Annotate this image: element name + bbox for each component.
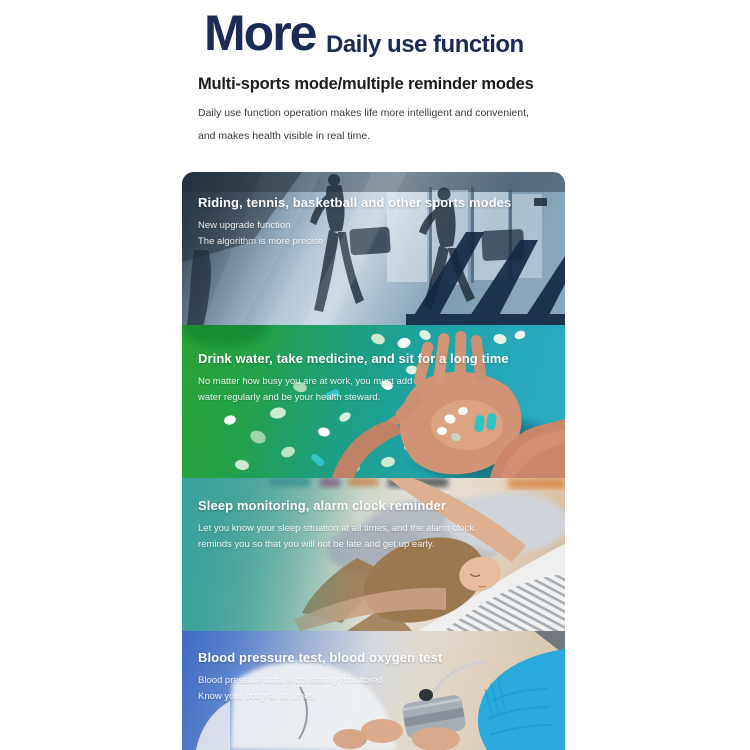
panel-sleep-monitoring xyxy=(182,478,565,631)
panel-reminders-line-2: water regularly and be your health steward. xyxy=(198,391,381,403)
panel-sleep-title: Sleep monitoring, alarm clock reminder xyxy=(198,498,446,513)
section-subtitle: Multi-sports mode/multiple reminder modes xyxy=(198,75,534,93)
section-description xyxy=(198,102,529,148)
panel-health-tests xyxy=(182,631,565,750)
panel-sleep-line-2: reminds you so that you will not be late and get up early. xyxy=(198,538,435,550)
panel-sports-text xyxy=(198,195,553,249)
feature-panel-stack xyxy=(182,172,565,750)
description-line-1: Daily use function operation makes life more intelligent and convenient, xyxy=(198,107,529,119)
panel-health-line-2: Know your body at all times. xyxy=(198,690,317,702)
panel-sleep-subtext xyxy=(198,521,553,552)
description-line-2: and makes health visible in real time. xyxy=(198,130,371,142)
panel-sports-subtext xyxy=(198,218,553,249)
panel-sports-line-2: The algorithm is more precise xyxy=(198,235,324,247)
panel-sports-title: Riding, tennis, basketball and other sports modes xyxy=(198,195,512,210)
panel-sleep-text xyxy=(198,498,553,552)
panel-health-text xyxy=(198,650,553,704)
page-title-daily-use: Daily use function xyxy=(326,31,524,58)
panel-health-line-1: Blood pressure data is constantly monitored xyxy=(198,675,383,686)
panel-sports-line-1: New upgrade function xyxy=(198,220,291,231)
panel-reminders-subtext xyxy=(198,374,553,405)
panel-sports-modes xyxy=(182,172,565,325)
panel-sleep-line-1: Let you know your sleep situation at all times, and the alarm clock xyxy=(198,523,475,534)
panel-health-title: Blood pressure test, blood oxygen test xyxy=(198,650,443,665)
panel-reminders-title: Drink water, take medicine, and sit for a long time xyxy=(198,351,509,366)
panel-reminders-line-1: No matter how busy you are at work, you must add xyxy=(198,376,413,387)
panel-reminders xyxy=(182,325,565,478)
page-title-more: More xyxy=(204,5,316,61)
panel-reminders-text xyxy=(198,351,553,405)
panel-health-subtext xyxy=(198,673,553,704)
